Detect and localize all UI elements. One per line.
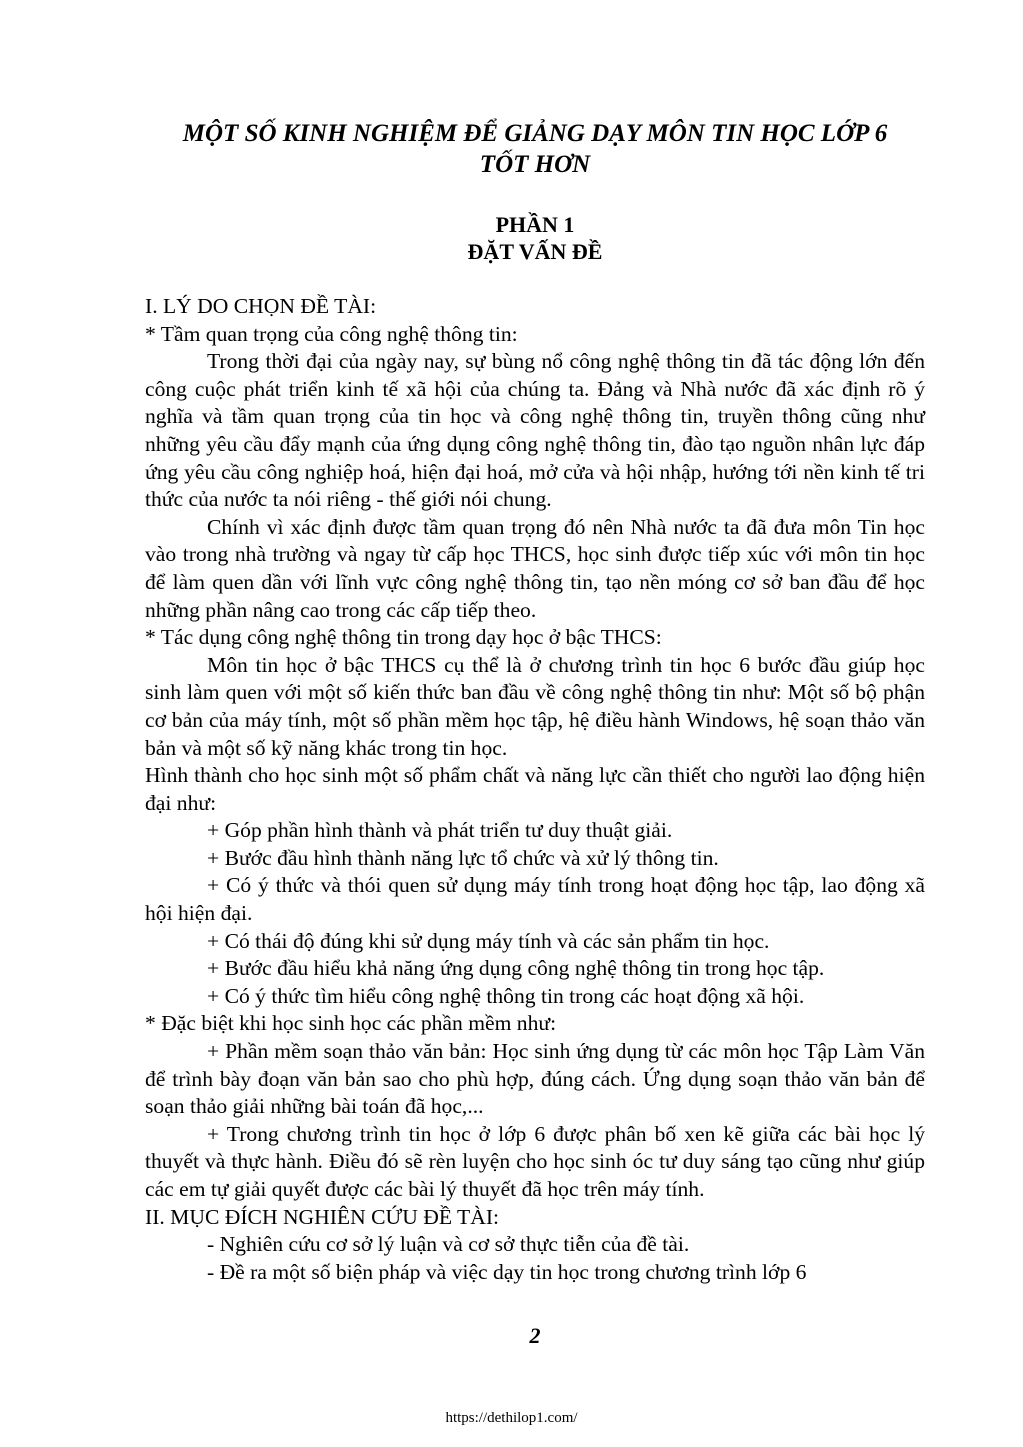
list-item: - Nghiên cứu cơ sở lý luận và cơ sở thực tiễn của đề tài. xyxy=(207,1232,690,1257)
page-number: 2 xyxy=(529,1323,541,1348)
paragraph-6: + Trong chương trình tin học ở lớp 6 được phân bố xen kẽ giữa các bài học lý thuyết và thực hành. Điều đó sẽ rèn luyện cho học sinh óc tư duy sáng tạo cũng như giúp các em tự giải quyết được các bài lý thuyết đã học trên máy tính. xyxy=(145,1121,925,1201)
subheading-software: * Đặc biệt khi học sinh học các phần mềm như: xyxy=(145,1011,557,1036)
bullet-item: + Bước đầu hình thành năng lực tổ chức và xử lý thông tin. xyxy=(207,845,719,870)
paragraph-2: Chính vì xác định được tầm quan trọng đó nên Nhà nước ta đã đưa môn Tin học vào trong nhà trường và ngay từ cấp học THCS, học sinh được tiếp xúc với môn tin học để làm quen dần với lĩnh vực công nghệ thông tin, tạo nền móng cơ sở ban đầu để học những phần nâng cao trong các cấp tiếp theo. xyxy=(145,514,925,622)
section-1-heading: I. LÝ DO CHỌN ĐỀ TÀI: xyxy=(145,294,377,318)
document-title-line-2: TỐT HƠN xyxy=(479,151,591,178)
bullet-item: + Có ý thức tìm hiểu công nghệ thông tin trong các hoạt động xã hội. xyxy=(207,983,805,1008)
list-item: - Đề ra một số biện pháp và việc dạy tin học trong chương trình lớp 6 xyxy=(207,1259,807,1284)
footer-url: https://dethilop1.com/ xyxy=(445,1410,578,1426)
bullet-item: + Góp phần hình thành và phát triển tư duy thuật giải. xyxy=(207,818,673,843)
section-2-heading: II. MỤC ĐÍCH NGHIÊN CỨU ĐỀ TÀI: xyxy=(145,1204,500,1229)
paragraph-3: Môn tin học ở bậc THCS cụ thể là ở chương trình tin học 6 bước đầu giúp học sinh làm quen với một số kiến thức ban đầu về công nghệ thông tin như: Một số bộ phận cơ bản của máy tính, một số phần mềm học tập, hệ điều hành Windows, hệ soạn thảo văn bản và một số kỹ năng khác trong tin học. xyxy=(145,652,925,760)
bullet-item: + Có ý thức và thói quen sử dụng máy tính trong hoạt động học tập, lao động xã hội hiện đại. xyxy=(145,873,925,926)
paragraph-4: Hình thành cho học sinh một số phẩm chất và năng lực cần thiết cho người lao động hiện đại như: xyxy=(145,763,925,815)
body-text xyxy=(145,293,925,1286)
subheading-importance: * Tầm quan trọng của công nghệ thông tin: xyxy=(145,321,518,346)
paragraph-1: Trong thời đại của ngày nay, sự bùng nổ công nghệ thông tin đã tác động lớn đến công cuộc phát triển kinh tế xã hội của chúng ta. Đảng và Nhà nước đã xác định rõ ý nghĩa và tầm quan trọng của tin học và công nghệ thông tin, truyền thông cũng như những yêu cầu đẩy mạnh của ứng dụng công nghệ thông tin, đào tạo nguồn nhân lực đáp ứng yêu cầu công nghiệp hoá, hiện đại hoá, mở cửa và hội nhập, hướng tới nền kinh tế tri thức của nước ta nói riêng - thế giới nói chung. xyxy=(145,349,925,512)
paragraph-5: + Phần mềm soạn thảo văn bản: Học sinh ứng dụng từ các môn học Tập Làm Văn để trình bày đoạn văn bản sao cho phù hợp, đúng cách. Ứng dụng soạn thảo văn bản để soạn thảo giải những bài toán đã học,... xyxy=(145,1039,925,1119)
bullet-item: + Có thái độ đúng khi sử dụng máy tính và các sản phẩm tin học. xyxy=(207,928,770,953)
bullet-item: + Bước đầu hiểu khả năng ứng dụng công nghệ thông tin trong học tập. xyxy=(207,956,825,981)
part-label: PHẦN 1 xyxy=(495,212,575,237)
document-title-line-1: MỘT SỐ KINH NGHIỆM ĐỂ GIẢNG DẠY MÔN TIN HỌC LỚP 6 xyxy=(182,120,888,147)
subheading-effects: * Tác dụng công nghệ thông tin trong dạy học ở bậc THCS: xyxy=(145,625,662,650)
part-name: ĐẶT VẤN ĐỀ xyxy=(467,239,603,264)
